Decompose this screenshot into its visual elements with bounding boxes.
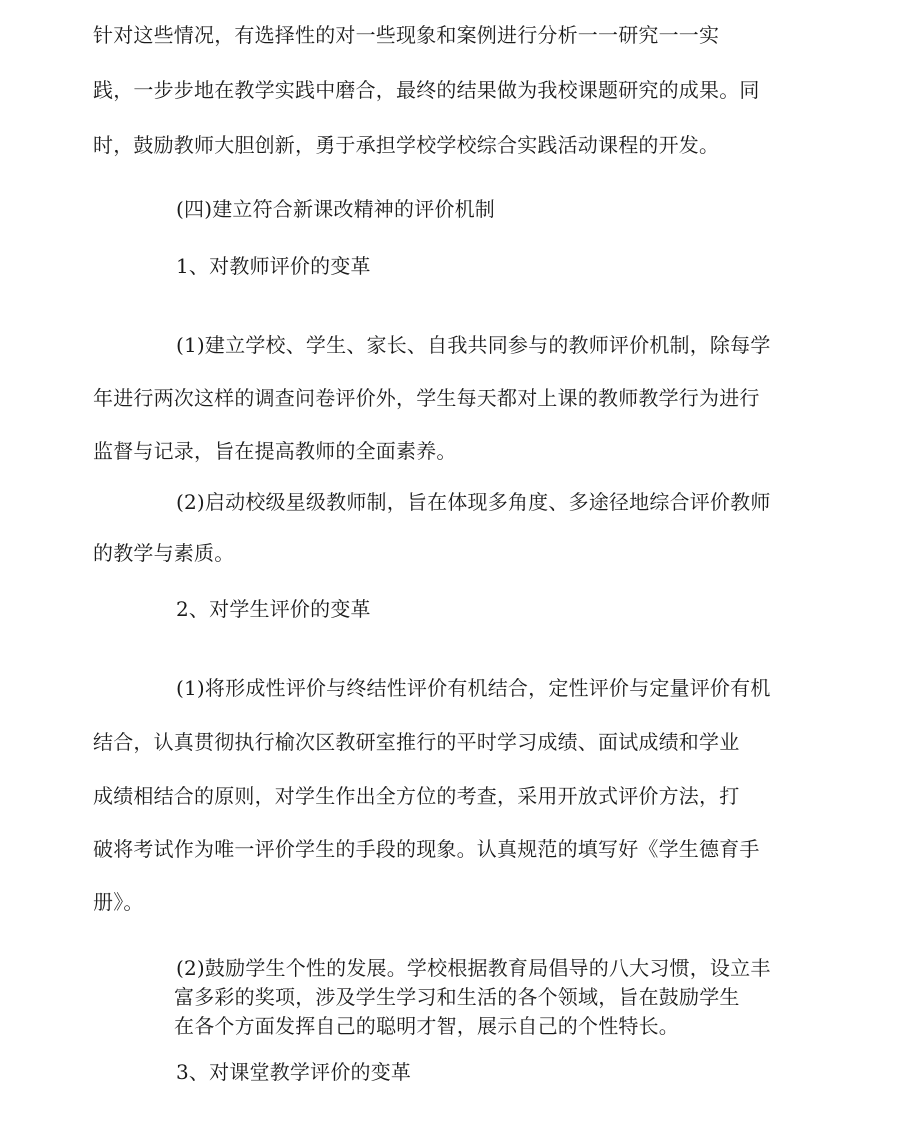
student-item-1-line-5: 册》。 xyxy=(93,890,144,914)
student-item-1-line-4: 破将考试作为唯一评价学生的手段的现象。认真规范的填写好《学生德育手 xyxy=(93,837,760,861)
paragraph-1-line-2: 践，一步步地在教学实践中磨合，最终的结果做为我校课题研究的成果。同 xyxy=(93,78,760,102)
student-item-1-line-3: 成绩相结合的原则，对学生作出全方位的考查，采用开放式评价方法，打 xyxy=(93,784,740,808)
student-item-1-line-1: (1)将形成性评价与终结性评价有机结合，定性评价与定量评价有机 xyxy=(176,676,771,700)
teacher-item-1-line-2: 年进行两次这样的调查问卷评价外，学生每天都对上课的教师教学行为进行 xyxy=(93,386,760,410)
paragraph-1-line-3: 时，鼓励教师大胆创新，勇于承担学校学校综合实践活动课程的开发。 xyxy=(93,133,720,157)
teacher-item-2-line-2: 的教学与素质。 xyxy=(93,541,235,565)
teacher-item-1-line-3: 监督与记录，旨在提高教师的全面素养。 xyxy=(93,439,457,463)
section-4-heading: (四)建立符合新课改精神的评价机制 xyxy=(176,197,496,221)
teacher-item-2-line-1: (2)启动校级星级教师制，旨在体现多角度、多途径地综合评价教师 xyxy=(176,490,771,514)
student-item-2-line-3: 在各个方面发挥自己的聪明才智，展示自己的个性特长。 xyxy=(174,1014,679,1038)
teacher-item-1-line-1: (1)建立学校、学生、家长、自我共同参与的教师评价机制，除每学 xyxy=(176,333,771,357)
student-item-1-line-2: 结合，认真贯彻执行榆次区教研室推行的平时学习成绩、面试成绩和学业 xyxy=(93,730,740,754)
student-item-2-line-2: 富多彩的奖项，涉及学生学习和生活的各个领域，旨在鼓励学生 xyxy=(174,985,740,1009)
student-item-2-line-1: (2)鼓励学生个性的发展。学校根据教育局倡导的八大习惯，设立丰 xyxy=(176,956,771,980)
sub-2-heading: 2、对学生评价的变革 xyxy=(176,597,371,621)
sub-3-heading: 3、对课堂教学评价的变革 xyxy=(176,1060,412,1084)
paragraph-1-line-1: 针对这些情况，有选择性的对一些现象和案例进行分析一一研究一一实 xyxy=(93,23,720,47)
sub-1-heading: 1、对教师评价的变革 xyxy=(176,254,371,278)
